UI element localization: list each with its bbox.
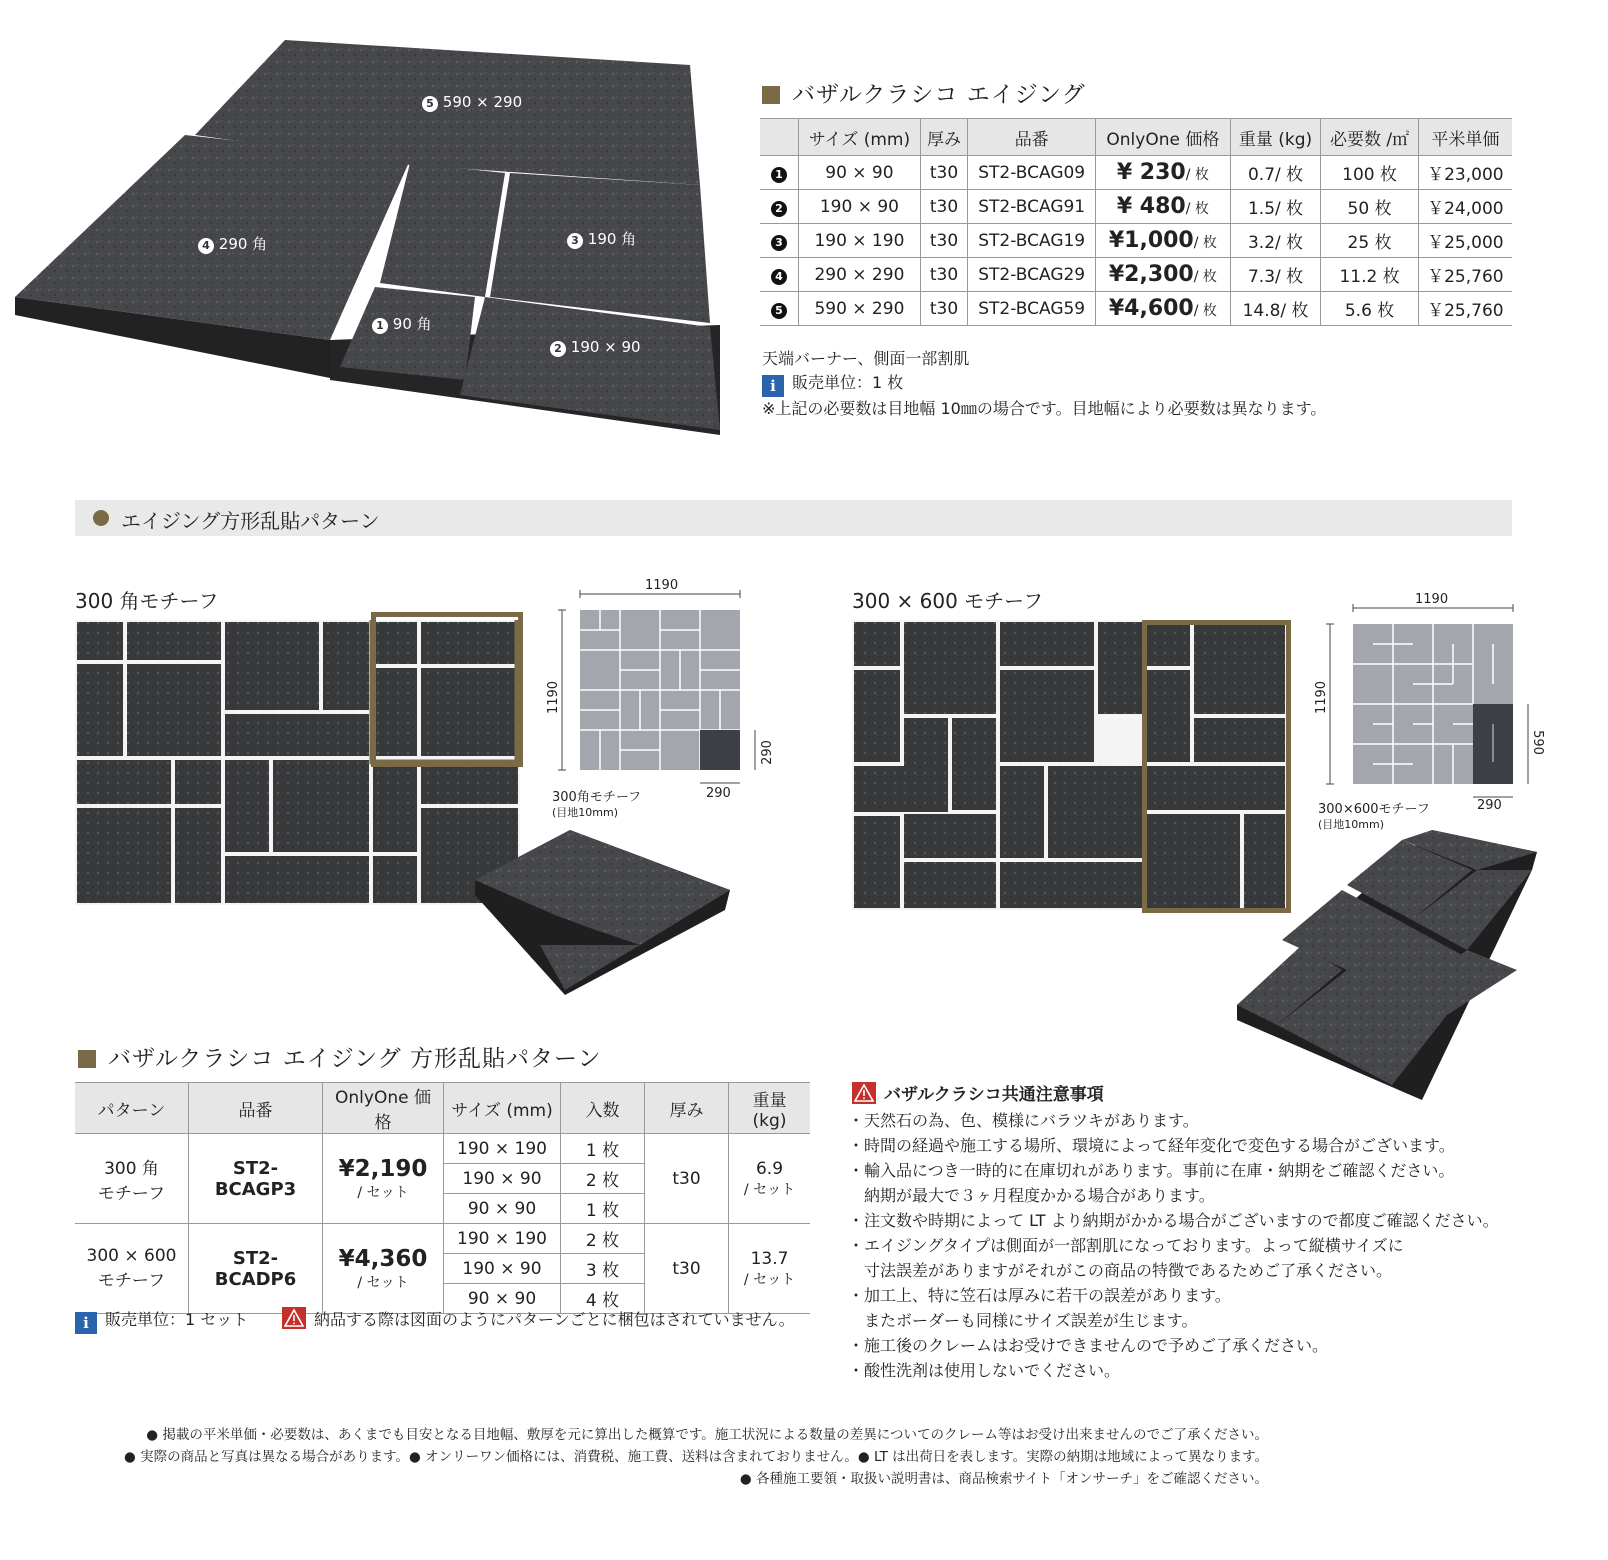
- caution-list: [848, 1108, 1499, 1383]
- pattern-section-bar: エイジング方形乱貼パターン: [75, 500, 1512, 536]
- photo-label-2: 2 190 × 90: [550, 338, 641, 357]
- product-title: バザルクラシコ エイジング: [762, 76, 1086, 109]
- th-sqm: 平米単価: [1418, 119, 1512, 156]
- th-weight: 重量 (kg): [1230, 119, 1321, 156]
- th-thick: 厚み: [920, 119, 967, 156]
- square-bullet-icon: [78, 1050, 96, 1068]
- motif2-caption-sub: (目地10mm): [1318, 818, 1385, 831]
- caution-line: ・加工上、特に笠石は厚みに若干の誤差があります。: [848, 1286, 1231, 1305]
- motif2-dim-bottom: 290: [1477, 798, 1502, 813]
- th-code: 品番: [968, 119, 1096, 156]
- product-note: ※上記の必要数は目地幅 10㎜の場合です。目地幅により必要数は異なります。: [762, 399, 1327, 418]
- pattern-sales-unit: i 販売単位：1 セット: [75, 1307, 248, 1334]
- motif2-diagram: [1318, 592, 1558, 822]
- table-row: 190 × 90 2 枚: [75, 1164, 810, 1194]
- motif1-dim-left: 1190: [546, 680, 562, 715]
- motif1-dim-bottom: 290: [706, 786, 731, 801]
- circle-bullet-icon: [93, 510, 109, 526]
- warning-icon: [852, 1082, 876, 1104]
- table-row: 3 190 × 190 t30 ST2-BCAG19 ¥1,000/ 枚 3.2/ 枚 25 枚 ￥25,000: [760, 224, 1512, 258]
- pattern-table: パターン 品番 OnlyOne 価格 サイズ (mm) 入数 厚み 重量 (kg) 300 角 モチーフ ST2-BCAGP3 ¥2,190 / セット 190 × 190 1 枚 t30 6.9 / セット 190 × 90 2 枚 90 × 90 1 枚 300 × 600 モチーフ ST2-BCADP6 ¥4,360 / セット 190 × 190 2 枚 t30 13.7 / セット 190 × 90 3 枚 90 × 90 4 枚: [75, 1082, 810, 1314]
- motif1-caption-sub: (目地10mm): [552, 806, 619, 819]
- caution-title: バザルクラシコ共通注意事項: [852, 1080, 1104, 1105]
- sales-unit: i 販売単位：1 枚: [762, 370, 903, 397]
- motif2-3d-photo: [1232, 830, 1542, 1105]
- photo-label-3: 3 190 角: [567, 228, 636, 249]
- finish-text: 天端バーナー、側面一部割肌: [762, 349, 970, 368]
- motif1-diagram: [550, 578, 790, 818]
- motif1-title: 300 角モチーフ: [75, 589, 219, 613]
- caution-line: 納期が最大で３ヶ月程度かかる場合があります。: [848, 1186, 1215, 1205]
- info-icon: i: [75, 1312, 97, 1334]
- caution-line: 寸法誤差がありますがそれがこの商品の特徴であるためご了承ください。: [848, 1261, 1393, 1280]
- motif1-dim-top: 1190: [645, 578, 679, 593]
- caution-line: またボーダーも同様にサイズ誤差が生じます。: [848, 1311, 1198, 1330]
- caution-line: ・施工後のクレームはお受けできませんので予めご了承ください。: [848, 1336, 1329, 1355]
- motif1-dim-right: 290: [759, 740, 775, 765]
- caution-line: ・酸性洗剤は使用しないでください。: [848, 1361, 1121, 1380]
- table-row: 5 590 × 290 t30 ST2-BCAG59 ¥4,600/ 枚 14.8/ 枚 5.6 枚 ￥25,760: [760, 292, 1512, 326]
- caution-line: ・注文数や時期によって LT より納期がかかる場合がございますので都度ご確認ください。: [848, 1211, 1499, 1230]
- footer-line-1: ● 掲載の平米単価・必要数は、あくまでも目安となる目地幅、敷厚を元に算出した概算です。施工状況による数量の差異についてのクレーム等はお受け出来ませんのでご了承ください。: [146, 1427, 1268, 1443]
- th-need: 必要数 /㎡: [1321, 119, 1418, 156]
- photo-label-4: 4 290 角: [198, 233, 267, 254]
- motif1-caption: 300角モチーフ: [552, 790, 642, 805]
- table-row: 4 290 × 290 t30 ST2-BCAG29 ¥2,300/ 枚 7.3/ 枚 11.2 枚 ￥25,760: [760, 258, 1512, 292]
- motif2-caption: 300×600モチーフ: [1318, 802, 1430, 817]
- motif2-dim-right: 590: [1529, 730, 1545, 755]
- th-size: サイズ (mm): [799, 119, 921, 156]
- motif1-3d-photo: [470, 820, 735, 1000]
- motif1-highlight: [371, 612, 523, 767]
- caution-line: ・輸入品につき一時的に在庫切れがあります。事前に在庫・納期をご確認ください。: [848, 1161, 1455, 1180]
- th-price: OnlyOne 価格: [1096, 119, 1231, 156]
- table-row: 2 190 × 90 t30 ST2-BCAG91 ¥ 480/ 枚 1.5/ 枚 50 枚 ￥24,000: [760, 190, 1512, 224]
- table-row: 190 × 90 3 枚: [75, 1254, 810, 1284]
- warning-icon: [282, 1307, 306, 1329]
- table-row: 90 × 90 4 枚: [75, 1284, 810, 1314]
- photo-label-5: 5 590 × 290: [422, 93, 522, 112]
- motif2-title: 300 × 600 モチーフ: [852, 589, 1044, 613]
- motif2-dim-left: 1190: [1314, 680, 1330, 715]
- caution-line: ・時間の経過や施工する場所、環境によって経年変化で変色する場合がございます。: [848, 1136, 1455, 1155]
- table-row: 1 90 × 90 t30 ST2-BCAG09 ¥ 230/ 枚 0.7/ 枚 100 枚 ￥23,000: [760, 156, 1512, 190]
- footer-line-3: ● 各種施工要領・取扱い説明書は、商品検索サイト「オンサーチ」をご確認ください。: [739, 1471, 1268, 1487]
- photo-label-1: 1 90 角: [372, 313, 432, 334]
- motif2-dim-top: 1190: [1415, 592, 1449, 607]
- table-row: 300 角 モチーフ ST2-BCAGP3 ¥2,190 / セット 190 × 190 1 枚 t30 6.9 / セット: [75, 1134, 810, 1164]
- caution-line: ・天然石の為、色、模様にバラツキがあります。: [848, 1111, 1199, 1130]
- pattern-packing-note: 納品する際は図面のようにパターンごとに梱包はされていません。: [282, 1307, 795, 1330]
- table-row: 300 × 600 モチーフ ST2-BCADP6 ¥4,360 / セット 190 × 190 2 枚 t30 13.7 / セット: [75, 1224, 810, 1254]
- footer-line-2: ● 実際の商品と写真は異なる場合があります。● オンリーワン価格には、消費税、施工費、送料は含まれておりません。● LT は出荷日を表します。実際の納期は地域によって異なります。: [124, 1449, 1268, 1465]
- pattern-table-title: バザルクラシコ エイジング 方形乱貼パターン: [78, 1040, 602, 1073]
- table-row: 90 × 90 1 枚: [75, 1194, 810, 1224]
- product-table: [760, 118, 1512, 326]
- square-bullet-icon: [762, 86, 780, 104]
- info-icon: i: [762, 375, 784, 397]
- caution-line: ・エイジングタイプは側面が一部割肌になっております。よって縦横サイズに: [848, 1236, 1404, 1255]
